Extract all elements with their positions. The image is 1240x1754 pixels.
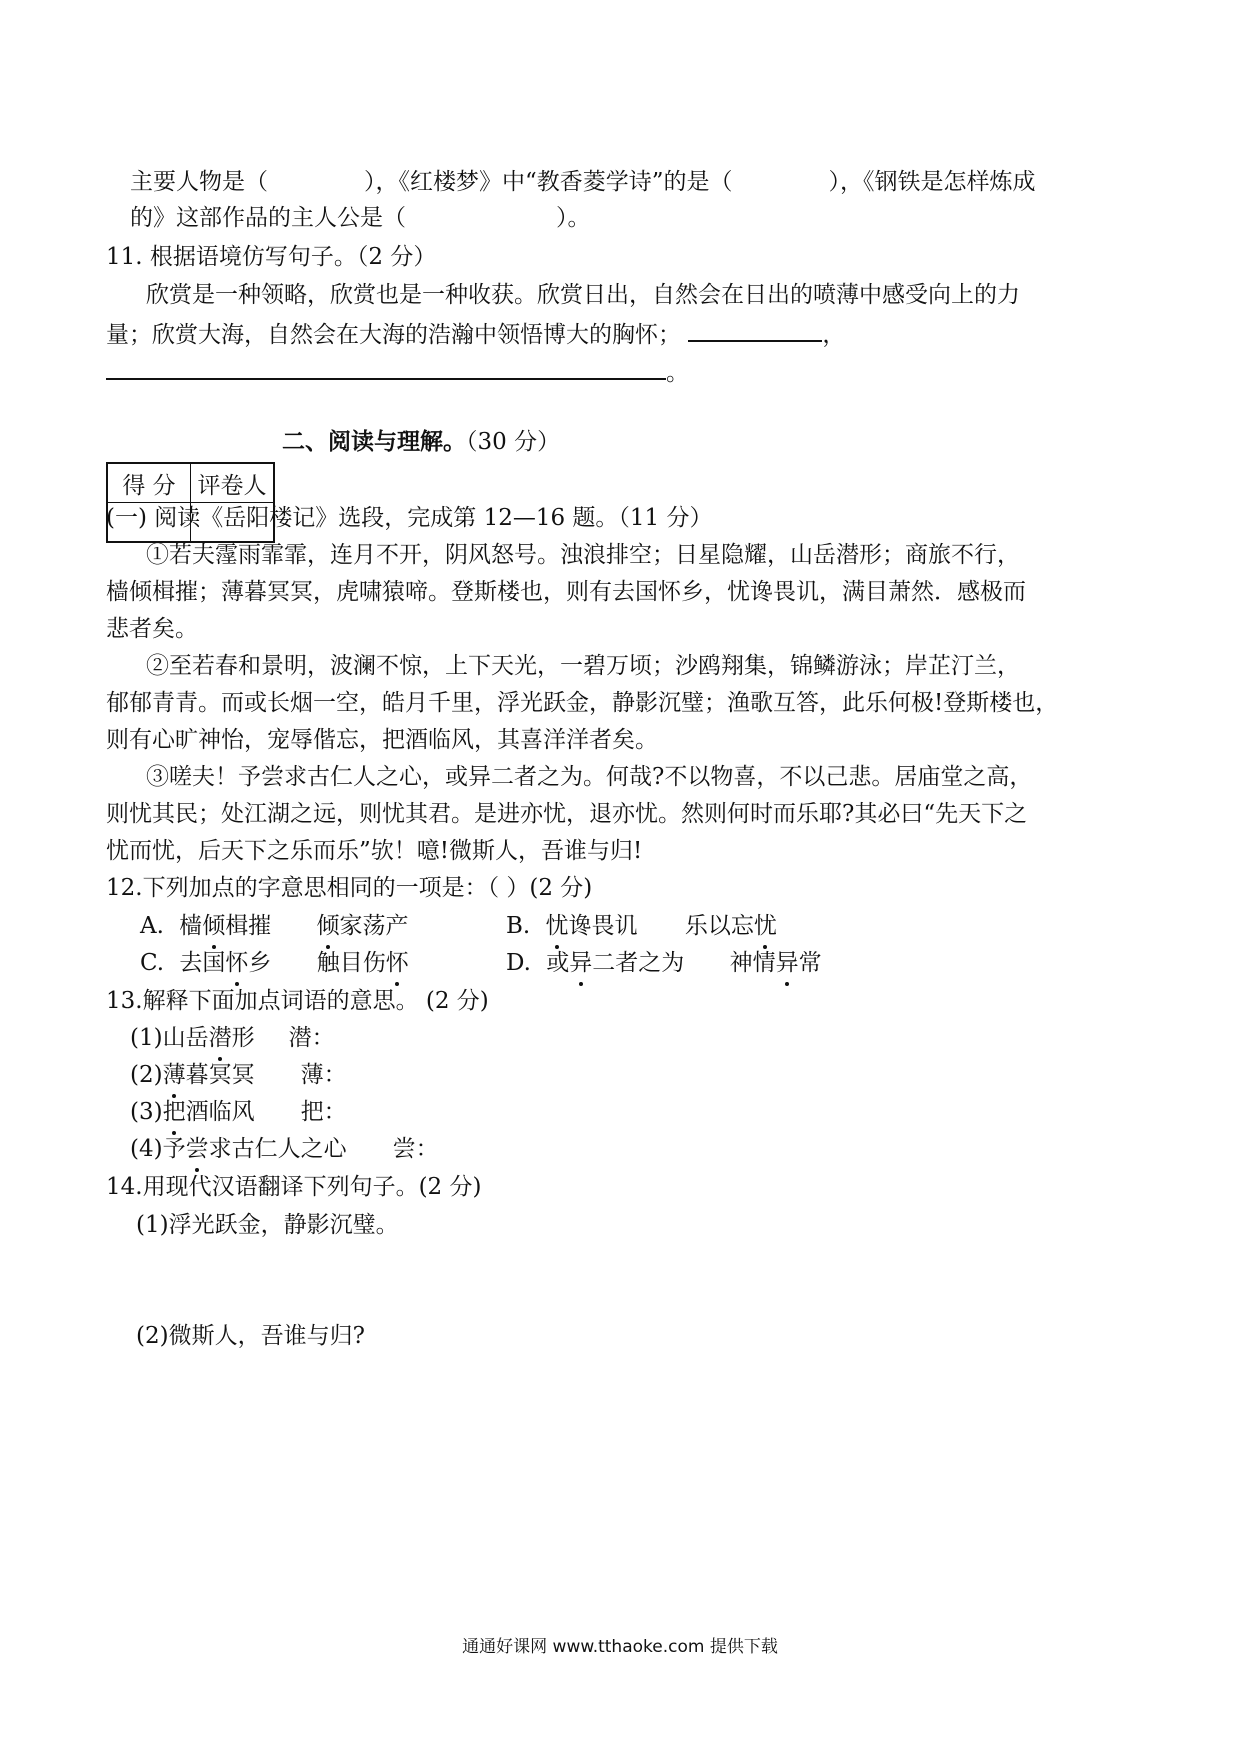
q10-line-1 xyxy=(130,167,1036,197)
dotted-char: 潜 xyxy=(208,1025,232,1051)
word-part: 或 xyxy=(546,950,570,976)
answer-key[interactable]: 潜： xyxy=(288,1025,335,1051)
passage-line: 郁郁青青。而或长烟一空，皓月千里，浮光跃金，静影沉璧；渔歌互答，此乐何极!登斯楼也， xyxy=(106,690,1059,716)
q10-text: 主要人物是（ xyxy=(130,169,268,195)
item-number: (2) xyxy=(130,1062,163,1088)
passage-line: 樯倾楫摧；薄暮冥冥，虎啸猿啼。登斯楼也，则有去国怀乡，忧谗畏讥，满目萧然．感极而 xyxy=(106,579,1026,605)
item-number: (4) xyxy=(130,1136,163,1162)
q14-sentence-2: (2)微斯人，吾谁与归? xyxy=(136,1323,365,1349)
dotted-char: 倾 xyxy=(316,913,340,939)
option-label: B. xyxy=(506,913,531,939)
answer-key[interactable]: 尝： xyxy=(392,1136,439,1162)
footer-source: 通通好课网 www.tthaoke.com 提供下载 xyxy=(462,1637,778,1657)
word-part: 家荡产 xyxy=(339,913,409,939)
q10-text: ），《钢铁是怎样炼成 xyxy=(828,169,1036,195)
word-part: 乡 xyxy=(248,950,272,976)
dotted-char: 把 xyxy=(162,1099,186,1125)
q11-title: 11. 根据语境仿写句子。（2 分） xyxy=(106,244,437,270)
q12-option-a[interactable] xyxy=(140,911,409,941)
section-2-title: 二、阅读与理解。 xyxy=(282,428,466,455)
q10-text: 的》这部作品的主人公是（ xyxy=(130,205,406,231)
dotted-char: 薄 xyxy=(162,1062,186,1088)
dotted-char: 怀 xyxy=(225,950,249,976)
q11-paragraph-3 xyxy=(106,356,689,388)
passage-line: ②至若春和景明，波澜不惊，上下天光，一碧万顷；沙鸥翔集，锦鳞游泳；岸芷汀兰， xyxy=(146,653,1020,679)
dotted-char: 怀 xyxy=(385,950,409,976)
passage-line: ③嗟夫！予尝求古仁人之心，或异二者之为。何哉?不以物喜，不以己悲。居庙堂之高， xyxy=(146,764,1033,790)
word-part: 樯 xyxy=(179,913,203,939)
passage-line: 则有心旷神怡，宠辱偕忘，把酒临风，其喜洋洋者矣。 xyxy=(106,727,658,753)
q11-paragraph-2 xyxy=(106,318,845,350)
answer-underline[interactable] xyxy=(688,318,822,342)
section-2-heading xyxy=(282,427,560,457)
q13-item xyxy=(130,1134,439,1164)
q11-text: 量；欣赏大海，自然会在大海的浩瀚中领悟博大的胸怀； xyxy=(106,322,681,348)
q12-option-d[interactable] xyxy=(506,948,822,978)
option-label: D. xyxy=(506,950,531,976)
passage-line: 悲者矣。 xyxy=(106,616,198,642)
passage-line: 忧而忧，后天下之乐而乐”欤！噫!微斯人，吾谁与归! xyxy=(106,838,643,864)
q10-line-2 xyxy=(130,203,591,233)
item-number: (3) xyxy=(130,1099,163,1125)
option-label: C. xyxy=(140,950,165,976)
q13-item xyxy=(130,1060,347,1090)
word-part: 山岳 xyxy=(162,1025,209,1051)
q12-option-c[interactable] xyxy=(140,948,409,978)
word-part: 乐以忘 xyxy=(684,913,754,939)
word-part: 神情 xyxy=(729,950,776,976)
dotted-char: 尝 xyxy=(185,1136,209,1162)
q11-text: 。 xyxy=(666,360,689,386)
reading-intro: (一) 阅读《岳阳楼记》选段，完成第 12—16 题。（11 分） xyxy=(106,505,713,531)
word-part: 二者之为 xyxy=(592,950,685,976)
word-part: 形 xyxy=(231,1025,255,1051)
item-number: (1) xyxy=(130,1025,163,1051)
q14-title: 14.用现代汉语翻译下列句子。(2 分) xyxy=(106,1174,482,1200)
q10-text: ）。 xyxy=(556,205,591,231)
passage-line: ①若夫霪雨霏霏，连月不开，阴风怒号。浊浪排空；日星隐耀，山岳潜形；商旅不行， xyxy=(146,542,1020,568)
q10-text: ），《红楼梦》中“教香菱学诗”的是（ xyxy=(364,169,733,195)
passage-line: 则忧其民；处江湖之远，则忧其君。是进亦忧，退亦忧。然则何时而乐耶?其必曰“先天下之 xyxy=(106,801,1028,827)
word-part: 触目伤 xyxy=(316,950,386,976)
word-part: 去国 xyxy=(179,950,226,976)
section-2-points: （30 分） xyxy=(466,429,561,455)
q11-paragraph-1: 欣赏是一种领略，欣赏也是一种收获。欣赏日出，自然会在日出的喷薄中感受向上的力 xyxy=(146,282,1020,308)
q12-option-b[interactable] xyxy=(506,911,777,941)
dotted-char: 忧 xyxy=(753,913,777,939)
q14-sentence-1: (1)浮光跃金，静影沉璧。 xyxy=(136,1212,399,1238)
answer-underline[interactable] xyxy=(106,356,666,380)
dotted-char: 异 xyxy=(775,950,799,976)
word-part: 求古仁人之心 xyxy=(208,1136,347,1162)
dotted-char: 异 xyxy=(569,950,593,976)
dotted-char: 倾 xyxy=(202,913,226,939)
word-part: 谗畏讥 xyxy=(568,913,638,939)
word-part: 常 xyxy=(798,950,822,976)
q13-item xyxy=(130,1023,335,1053)
dotted-char: 忧 xyxy=(545,913,569,939)
q13-item xyxy=(130,1097,347,1127)
q13-title: 13.解释下面加点词语的意思。 (2 分) xyxy=(106,988,489,1014)
q12-title: 12.下列加点的字意思相同的一项是：（ ）(2 分) xyxy=(106,875,593,901)
option-label: A. xyxy=(140,913,164,939)
answer-key[interactable]: 薄： xyxy=(300,1062,347,1088)
grader-header: 评卷人 xyxy=(191,463,275,503)
word-part: 予 xyxy=(162,1136,186,1162)
word-part: 暮冥冥 xyxy=(185,1062,255,1088)
answer-key[interactable]: 把： xyxy=(300,1099,347,1125)
q11-text: ， xyxy=(822,322,846,348)
word-part: 楫摧 xyxy=(225,913,272,939)
score-header: 得 分 xyxy=(107,463,191,503)
word-part: 酒临风 xyxy=(185,1099,255,1125)
